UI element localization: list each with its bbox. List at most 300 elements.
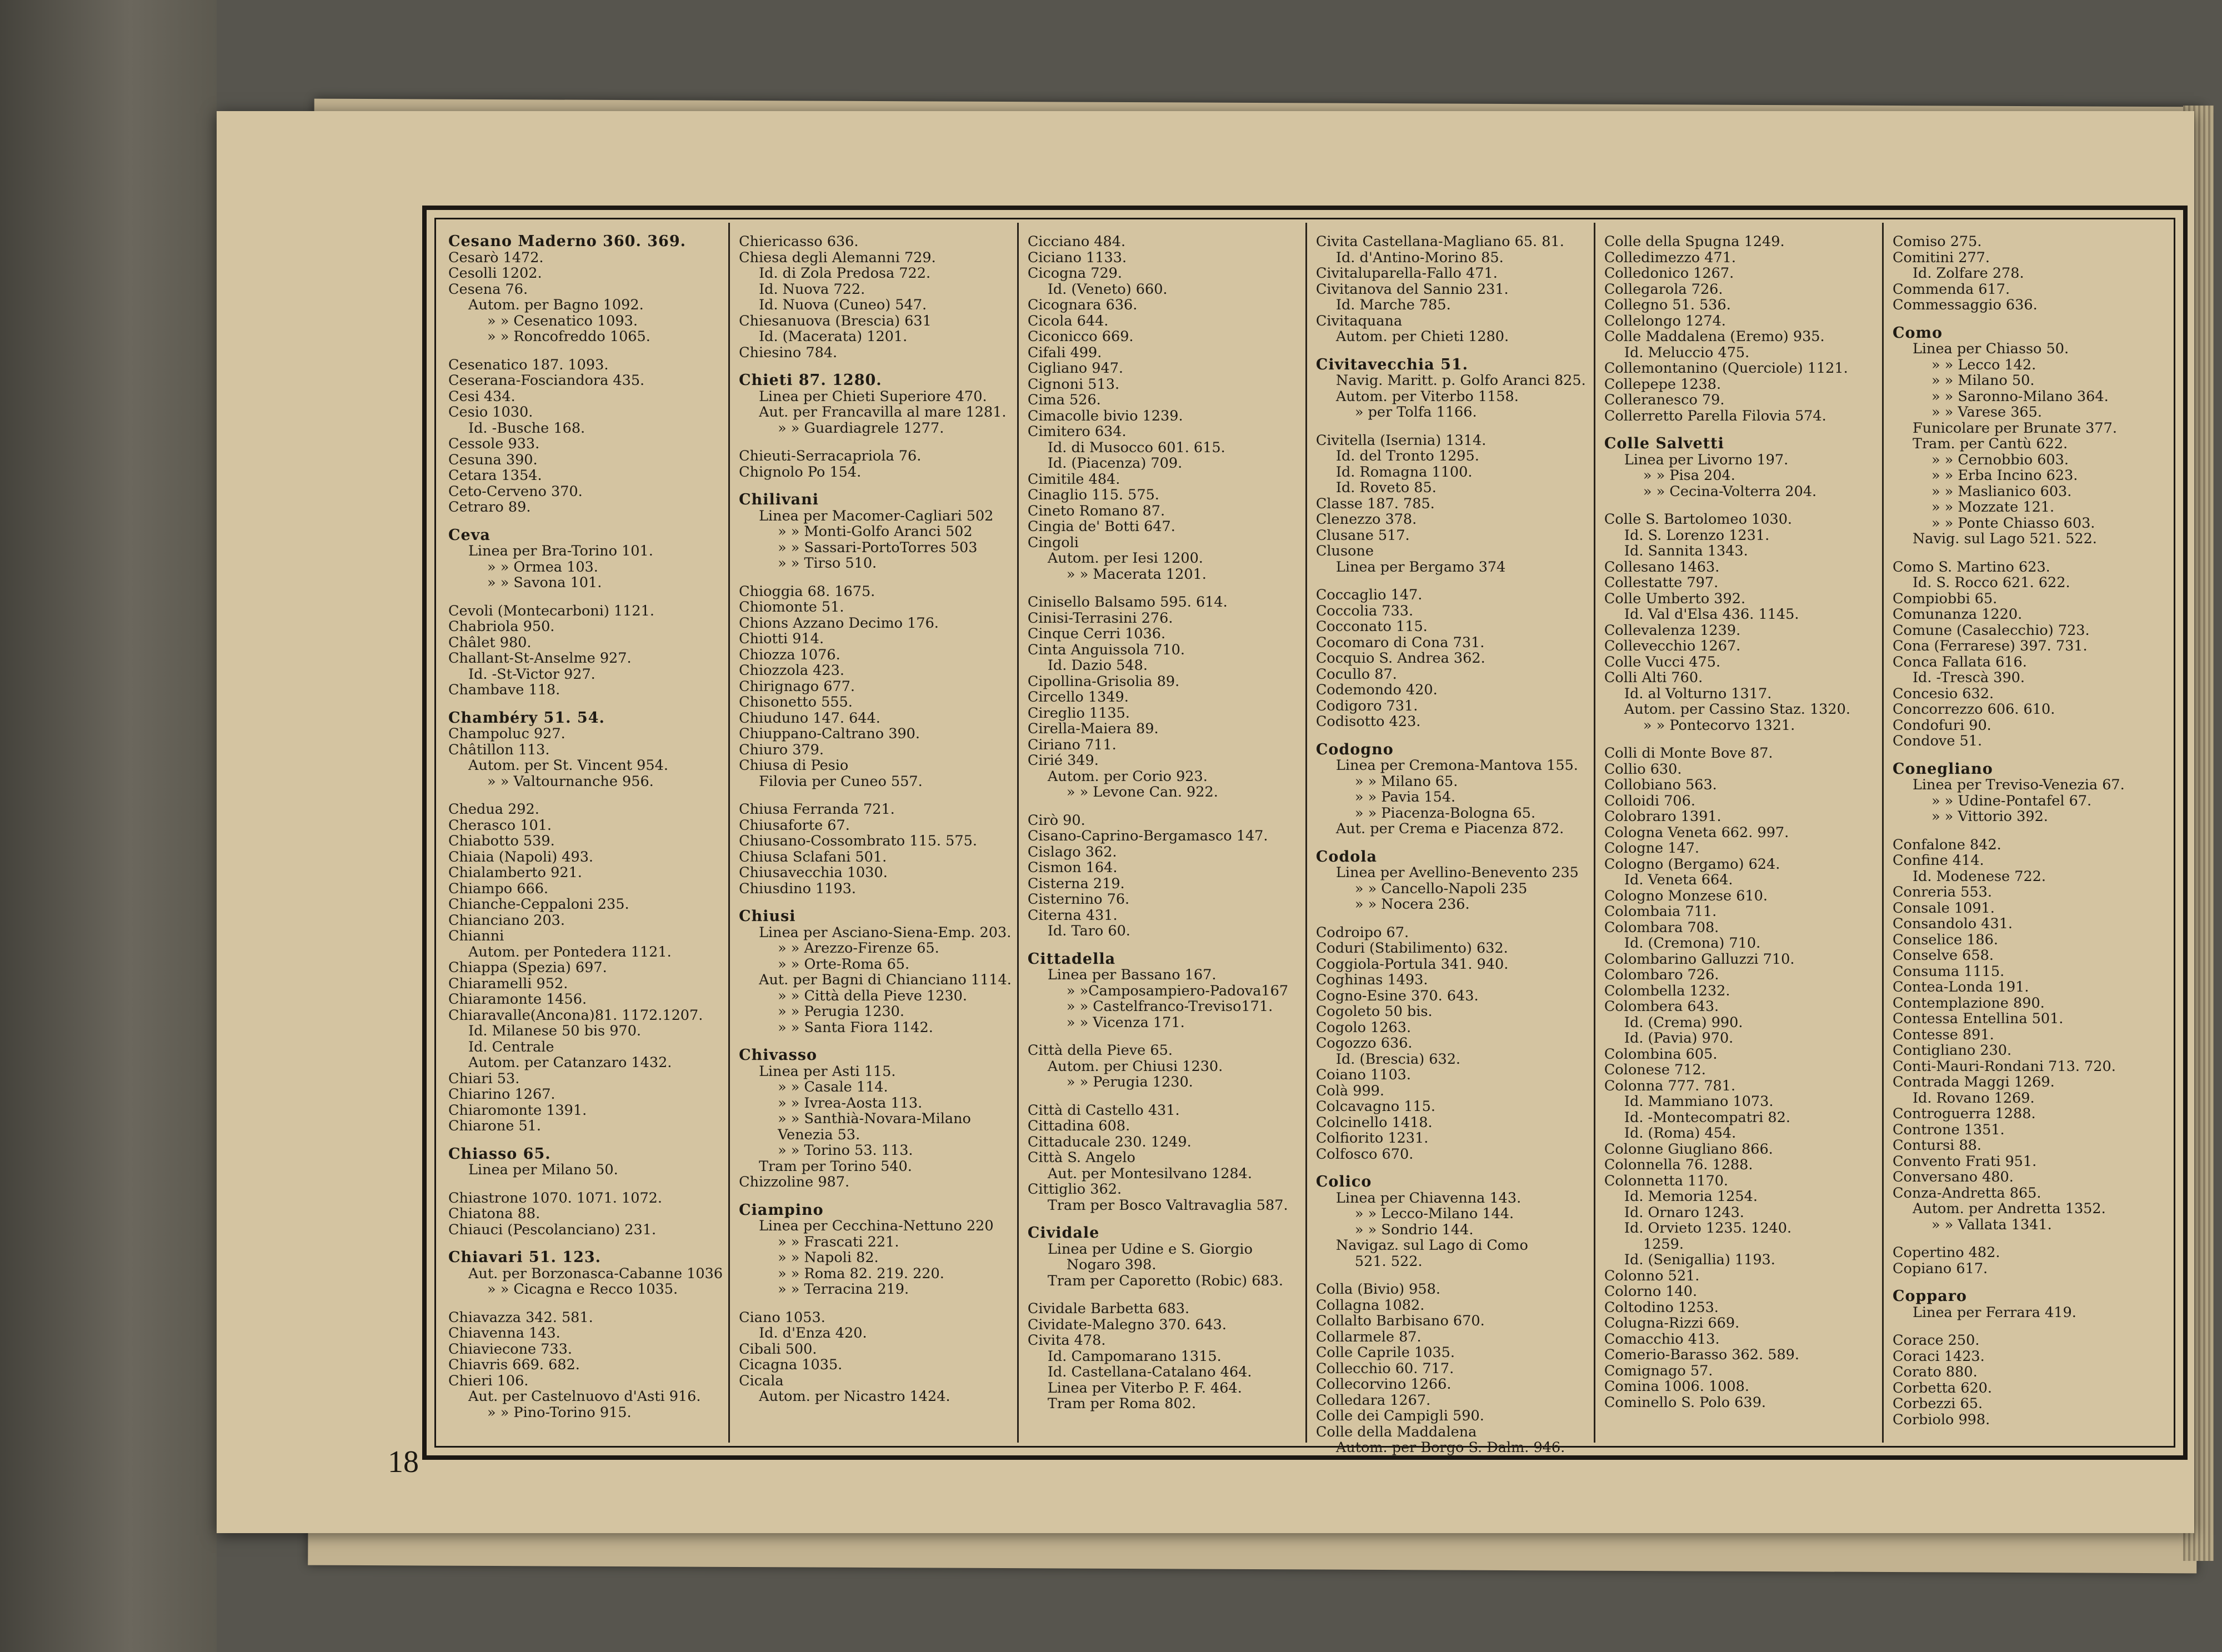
index-entry: Chiotti 914. (739, 630, 824, 647)
index-entry: Cismon 164. (1027, 859, 1118, 876)
index-entry: Conselice 186. (1892, 931, 1998, 948)
station-heading: Cividale (1027, 1224, 1100, 1241)
index-entry: Cingia de' Botti 647. (1027, 518, 1175, 535)
index-entry: Clusone (1315, 543, 1374, 559)
index-entry: Cigliano 947. (1027, 360, 1124, 377)
index-entry: Id. (Macerata) 1201. (759, 328, 908, 345)
index-entry: Id. -Busche 168. (468, 419, 585, 437)
index-entry: Id. al Volturno 1317. (1624, 685, 1772, 702)
station-heading: Cesano Maderno 360. 369. (448, 233, 687, 250)
index-entry: » » Pavia 154. (1354, 789, 1456, 805)
station-heading: Chambéry 51. 54. (448, 709, 605, 727)
index-entry: » » Pontecorvo 1321. (1643, 717, 1795, 734)
index-entry: Colonna 777. 781. (1604, 1077, 1736, 1094)
index-entry: Colle Umberto 392. (1604, 590, 1746, 607)
index-entry: Cifali 499. (1027, 344, 1102, 361)
index-entry: Id. S. Rocco 621. 622. (1912, 574, 2070, 591)
index-entry: Colfosco 670. (1315, 1145, 1414, 1163)
index-entry: Corato 880. (1892, 1364, 1978, 1380)
index-entry: » » Perugia 1230. (1066, 1074, 1193, 1090)
index-entry: Corbiolo 998. (1892, 1411, 1990, 1428)
index-entry: Autom. per Andretta 1352. (1912, 1200, 2106, 1217)
index-entry: Cominello S. Polo 639. (1604, 1394, 1766, 1411)
index-entry: Coraci 1423. (1892, 1348, 1985, 1365)
index-entry: Id. (Cremona) 710. (1624, 935, 1761, 952)
index-entry: » » Torino 53. 113. (778, 1142, 913, 1159)
index-entry: Cinaglio 115. 575. (1027, 487, 1159, 503)
index-entry: Colombaia 711. (1604, 903, 1717, 920)
index-entry: Colli di Monte Bove 87. (1604, 745, 1773, 762)
index-entry: Collesano 1463. (1604, 558, 1720, 575)
station-heading: Codogno (1315, 740, 1394, 758)
index-entry: Cologna Veneta 662. 997. (1604, 824, 1789, 841)
index-entry: Colfiorito 1231. (1315, 1130, 1429, 1147)
index-entry: Chiusa Sclafani 501. (739, 848, 887, 865)
index-entry: Codisotto 423. (1315, 713, 1421, 730)
index-entry: » » Monti-Golfo Aranci 502 (778, 523, 973, 540)
index-entry: Id. Meluccio 475. (1624, 344, 1750, 361)
index-entry: Conca Fallata 616. (1892, 653, 2027, 670)
index-entry: Cinisello Balsamo 595. 614. (1027, 594, 1228, 610)
index-entry: » » Cicagna e Recco 1035. (487, 1281, 678, 1298)
index-entry: Colombella 1232. (1604, 982, 1730, 999)
index-entry: Comunanza 1220. (1892, 606, 2023, 623)
index-entry: Chieuti-Serracapriola 76. (739, 448, 922, 464)
index-entry: Collevalenza 1239. (1604, 622, 1741, 639)
index-entry: Collobiano 563. (1604, 777, 1717, 793)
index-entry: Chiusa Ferranda 721. (739, 801, 895, 818)
index-entry: Cibali 500. (739, 1340, 817, 1358)
index-entry: Classe 187. 785. (1315, 495, 1435, 512)
index-entry: Id. Rovano 1269. (1912, 1089, 2035, 1107)
station-heading: Conegliano (1892, 760, 1993, 778)
index-entry: Cisterna 219. (1027, 875, 1125, 892)
index-entry: Id. (Roma) 454. (1624, 1125, 1736, 1142)
index-entry: Id. Romagna 1100. (1335, 463, 1473, 480)
index-entry: Id. (Pavia) 970. (1624, 1030, 1734, 1047)
index-entry: Colle Vucci 475. (1604, 653, 1721, 670)
index-entry: Autom. per Bagno 1092. (468, 297, 644, 313)
index-entry: Linea per Asciano-Siena-Emp. 203. (759, 924, 1012, 941)
index-entry: Aut. per Crema e Piacenza 872. (1335, 820, 1564, 837)
index-entry: Linea per Bra-Torino 101. (468, 543, 653, 559)
index-entry: Colledara 1267. (1315, 1391, 1431, 1409)
index-entry: Chirignago 677. (739, 678, 855, 695)
index-entry: Condove 51. (1892, 733, 1983, 749)
index-entry: Condofuri 90. (1892, 717, 1991, 734)
index-entry: Chiaravalle(Ancona)81. 1172.1207. (448, 1007, 703, 1024)
index-entry: Cologne 147. (1604, 840, 1700, 857)
index-entry: » » Vicenza 171. (1066, 1014, 1185, 1031)
index-entry: Chiaramelli 952. (448, 975, 568, 992)
index-entry: Cinque Cerri 1036. (1027, 625, 1166, 642)
index-entry: Linea per Asti 115. (759, 1063, 896, 1080)
index-entry: Ciconicco 669. (1027, 328, 1134, 345)
index-entry: Chiappa (Spezia) 697. (448, 959, 607, 976)
index-entry: Chiauci (Pescolanciano) 231. (448, 1221, 657, 1238)
index-entry: Cinta Anguissola 710. (1027, 641, 1185, 658)
index-entry: Linea per Macomer-Cagliari 502 (759, 507, 994, 524)
index-entry: Colle dei Campigli 590. (1315, 1408, 1484, 1424)
index-entry: » » Ivrea-Aosta 113. (778, 1094, 923, 1112)
index-entry: Collio 630. (1604, 760, 1682, 778)
index-entry: Linea per Udine e S. Giorgio (1047, 1240, 1253, 1258)
index-entry: Citerna 431. (1027, 907, 1118, 924)
index-entry: Conreria 553. (1892, 884, 1992, 900)
index-entry: Cocconato 115. (1315, 618, 1428, 635)
index-entry: Colle S. Bartolomeo 1030. (1604, 511, 1793, 528)
index-entry: Chianche-Ceppaloni 235. (448, 896, 629, 913)
index-entry: Colcavagno 115. (1315, 1098, 1435, 1115)
station-heading: Chiasso 65. (448, 1145, 551, 1163)
index-entry: Chiusano-Cossombrato 115. 575. (739, 833, 977, 849)
index-entry: Civita 478. (1027, 1332, 1106, 1349)
index-entry: Colonno 521. (1604, 1267, 1700, 1284)
index-entry: Chiaia (Napoli) 493. (448, 848, 594, 865)
index-entry: Cicognara 636. (1027, 297, 1138, 313)
index-entry: Châtillon 113. (448, 741, 550, 758)
index-column (1305, 223, 1594, 1456)
index-entry: Chiozzola 423. (739, 662, 844, 679)
index-entry: Colledimezzo 471. (1604, 249, 1736, 266)
index-entry: Tram per Roma 802. (1047, 1395, 1197, 1412)
index-entry: Id. Val d'Elsa 436. 1145. (1624, 606, 1799, 623)
index-entry: Cirella-Maiera 89. (1027, 720, 1159, 737)
index-entry: Collegarola 726. (1604, 281, 1723, 298)
index-entry: Aut. per Bagni di Chianciano 1114. (759, 972, 1012, 988)
station-heading: Colico (1315, 1173, 1372, 1190)
index-entry: Contea-Londa 191. (1892, 979, 2029, 995)
index-entry: Autom. per Iesi 1200. (1047, 550, 1203, 567)
index-entry: Cittadina 608. (1027, 1118, 1130, 1134)
index-entry: Colle Maddalena (Eremo) 935. (1604, 328, 1825, 345)
index-entry: Ciriano 711. (1027, 736, 1117, 753)
index-entry: Concorrezzo 606. 610. (1892, 701, 2055, 718)
index-entry: Cinisi-Terrasini 276. (1027, 609, 1173, 627)
index-entry: » » Castelfranco-Treviso171. (1066, 998, 1273, 1015)
index-entry: Cogoleto 50 bis. (1315, 1003, 1433, 1020)
index-entry: » » Savona 101. (487, 574, 602, 591)
index-entry: Ciciano 1133. (1027, 249, 1127, 266)
index-entry: » »Camposampiero-Padova167 (1066, 982, 1289, 999)
index-entry: Châlet 980. (448, 634, 532, 651)
index-entry: Confalone 842. (1892, 836, 2001, 853)
index-entry: Como S. Martino 623. (1892, 558, 2050, 575)
index-entry: Commessaggio 636. (1892, 297, 2038, 313)
index-entry: Id. S. Lorenzo 1231. (1624, 527, 1770, 544)
index-entry: Chiusdino 1193. (739, 880, 857, 897)
index-entry: Id. -Montecompatri 82. (1624, 1109, 1790, 1126)
index-entry: Cogno-Esine 370. 643. (1315, 987, 1479, 1004)
index-entry: Comacchio 413. (1604, 1330, 1720, 1348)
index-entry: Contesse 891. (1892, 1026, 1994, 1043)
index-entry: Cologno Monzese 610. (1604, 887, 1768, 904)
index-entry: » » Milano 65. (1354, 773, 1458, 790)
station-heading: Copparo (1892, 1288, 1967, 1305)
index-entry: Filovia per Cuneo 557. (759, 773, 923, 790)
index-entry: Codigoro 731. (1315, 697, 1418, 714)
index-entry: Colcinello 1418. (1315, 1114, 1433, 1131)
index-entry: Circello 1349. (1027, 689, 1129, 705)
index-entry: Linea per Cecchina-Nettuno 220 (759, 1218, 994, 1234)
index-entry: Id. (Piacenza) 709. (1047, 455, 1183, 472)
index-entry: Contursi 88. (1892, 1137, 1982, 1154)
index-entry: Id. (Brescia) 632. (1335, 1050, 1461, 1068)
index-entry: Comiso 275. (1892, 233, 1982, 250)
index-entry: Codemondo 420. (1315, 682, 1438, 698)
index-entry: Cicala (739, 1372, 784, 1389)
index-entry: Collegno 51. 536. (1604, 297, 1731, 313)
index-entry: 1259. (1643, 1235, 1684, 1253)
index-entry: Chiusavecchia 1030. (739, 864, 888, 881)
index-entry: Cisano-Caprino-Bergamasco 147. (1027, 828, 1268, 844)
index-entry: Chiavazza 342. 581. (448, 1309, 593, 1326)
index-entry: » » Maslianico 603. (1931, 483, 2072, 500)
index-entry: Id. Milanese 50 bis 970. (468, 1023, 642, 1039)
index-entry: Chabriola 950. (448, 618, 555, 635)
index-entry: Chianni (448, 928, 504, 944)
index-entry: Chiabotto 539. (448, 833, 555, 849)
index-entry: Chiarone 51. (448, 1118, 542, 1134)
index-entry: Id. Nuova (Cuneo) 547. (759, 297, 927, 313)
index-entry: Cesuna 390. (448, 451, 538, 468)
index-entry: Colugna-Rizzi 669. (1604, 1315, 1740, 1331)
index-entry: Colle della Spugna 1249. (1604, 233, 1785, 250)
index-entry: Id. Veneta 664. (1624, 872, 1733, 888)
index-entry: » » Lecco 142. (1931, 356, 2036, 373)
index-entry: Linea per Milano 50. (468, 1162, 618, 1178)
index-entry: Ciano 1053. (739, 1309, 825, 1326)
station-heading: Colle Salvetti (1604, 435, 1724, 452)
index-entry: » » Sassari-PortoTorres 503 (778, 539, 978, 556)
index-entry: » » Udine-Pontafel 67. (1931, 792, 2092, 809)
index-entry: » » Cesenatico 1093. (487, 312, 638, 329)
index-entry: » » Orte-Roma 65. (778, 955, 910, 973)
index-entry: Id. del Tronto 1295. (1335, 448, 1479, 464)
index-entry: Navigaz. sul Lago di Como (1335, 1237, 1528, 1254)
index-entry: Civitaquana (1315, 312, 1403, 329)
index-entry: Cocullo 87. (1315, 665, 1397, 683)
index-entry: Cisternino 76. (1027, 891, 1130, 908)
index-entry: Funicolare per Brunate 377. (1912, 419, 2117, 437)
index-entry: Civitella (Isernia) 1314. (1315, 432, 1487, 449)
index-entry: Id. Castellana-Catalano 464. (1047, 1364, 1252, 1380)
index-entry: Colorno 140. (1604, 1283, 1698, 1300)
index-entry: Coiano 1103. (1315, 1067, 1411, 1083)
index-entry: Colombera 643. (1604, 998, 1719, 1015)
index-entry: Linea per Chieti Superiore 470. (759, 388, 987, 405)
index-column (1594, 223, 1882, 1443)
index-entry: Autom. per Pontedera 1121. (468, 943, 672, 960)
index-column (1882, 223, 2170, 1443)
index-entry: Comina 1006. 1008. (1604, 1378, 1749, 1395)
index-entry: Cipollina-Grisolia 89. (1027, 673, 1180, 690)
index-entry: Chiomonte 51. (739, 599, 844, 615)
index-entry: Civita Castellana-Magliano 65. 81. (1315, 233, 1564, 250)
index-entry: Autom. per Catanzaro 1432. (468, 1054, 672, 1071)
index-entry: Chiesa degli Alemanni 729. (739, 249, 936, 266)
index-entry: Id. Orvieto 1235. 1240. (1624, 1220, 1792, 1237)
index-entry: Cicciano 484. (1027, 233, 1126, 250)
index-entry: Collelongo 1274. (1604, 312, 1726, 329)
index-entry: Id. Sannita 1343. (1624, 543, 1748, 559)
index-entry: Chignolo Po 154. (739, 463, 862, 480)
index-entry: » » Erba Incino 623. (1931, 467, 2078, 484)
index-entry: Chiaviecone 733. (448, 1340, 572, 1358)
index-entry: Cesi 434. (448, 388, 516, 405)
index-entry: Id. (Crema) 990. (1624, 1014, 1743, 1031)
index-entry: 521. 522. (1354, 1253, 1423, 1270)
index-entry: Aut. per Borzonasca-Cabanne 1036 (468, 1265, 723, 1282)
index-entry: Linea per Cremona-Mantova 155. (1335, 757, 1578, 774)
index-entry: Cocquio S. Andrea 362. (1315, 650, 1485, 667)
index-entry: Conselve 658. (1892, 947, 1994, 964)
index-entry: » » Santhià-Novara-Milano (778, 1110, 971, 1127)
index-entry: Chisonetto 555. (739, 694, 853, 710)
index-entry: Autom. per Viterbo 1158. (1335, 388, 1519, 405)
index-entry: Collagna 1082. (1315, 1296, 1425, 1314)
index-entry: Chioggia 68. 1675. (739, 583, 875, 600)
index-entry: Linea per Livorno 197. (1624, 451, 1789, 468)
index-entry: Cetara 1354. (448, 467, 542, 484)
index-entry: Tram per Caporetto (Robic) 683. (1047, 1272, 1283, 1289)
index-entry: Id. di Zola Predosa 722. (759, 265, 931, 282)
index-entry: Cesena 76. (448, 281, 528, 298)
index-entry: Colombarino Galluzzi 710. (1604, 950, 1795, 968)
index-entry: Cimitile 484. (1027, 470, 1120, 488)
index-entry: » » Ponte Chiasso 603. (1931, 514, 2095, 532)
index-entry: » » Vittorio 392. (1931, 808, 2048, 825)
index-entry: Linea per Bergamo 374 (1335, 558, 1506, 575)
index-entry: Cimitero 634. (1027, 423, 1127, 440)
index-entry: Cingoli (1027, 534, 1079, 551)
index-entry: Cogozzo 636. (1315, 1035, 1413, 1052)
index-entry: Chiaromonte 1391. (448, 1102, 587, 1119)
index-entry: Champoluc 927. (448, 725, 565, 742)
index-entry: Coggiola-Portula 341. 940. (1315, 955, 1509, 973)
index-entry: Id. Zolfare 278. (1912, 265, 2024, 282)
index-column (439, 223, 728, 1443)
index-entry: Aut. per Castelnuovo d'Asti 916. (468, 1388, 701, 1405)
index-entry: Copiano 617. (1892, 1260, 1988, 1277)
index-entry: Colonnetta 1170. (1604, 1172, 1729, 1189)
index-entry: Chieri 106. (448, 1372, 529, 1389)
index-entry: Id. (Veneto) 660. (1047, 281, 1168, 298)
index-entry: » » Cernobbio 603. (1931, 451, 2069, 468)
index-entry: Colloidi 706. (1604, 792, 1695, 809)
index-entry: » » Terracina 219. (778, 1281, 909, 1298)
index-entry: » » Città della Pieve 1230. (778, 987, 968, 1004)
index-entry: Clusane 517. (1315, 527, 1410, 544)
index-entry: Contrada Maggi 1269. (1892, 1074, 2055, 1090)
index-entry: Chiuduno 147. 644. (739, 709, 880, 727)
index-entry: » » Sondrio 144. (1354, 1221, 1474, 1238)
index-entry: » » Mozzate 121. (1931, 499, 2055, 515)
index-entry: Chiesino 784. (739, 344, 838, 361)
index-entry: Chambave 118. (448, 682, 560, 698)
station-heading: Chivasso (739, 1047, 818, 1064)
station-heading: Chieti 87. 1280. (739, 372, 882, 389)
index-entry: Challant-St-Anselme 927. (448, 650, 632, 667)
index-entry: » » Saronno-Milano 364. (1931, 388, 2109, 405)
index-entry: Comerio-Barasso 362. 589. (1604, 1346, 1799, 1363)
index-entry: Cislago 362. (1027, 843, 1117, 860)
index-entry: » » Nocera 236. (1354, 896, 1470, 913)
index-entry: » » Frascati 221. (778, 1233, 899, 1250)
index-entry: Cireglio 1135. (1027, 704, 1130, 722)
index-entry: Id. Modenese 722. (1912, 868, 2046, 885)
index-entry: Cirò 90. (1027, 812, 1085, 829)
index-entry: Coduri (Stabilimento) 632. (1315, 940, 1508, 957)
index-entry: Id. -St-Victor 927. (468, 665, 595, 683)
index-entry: Cessole 933. (448, 435, 540, 452)
index-entry: Cona (Ferrarese) 397. 731. (1892, 638, 2088, 654)
index-entry: » » Cecina-Volterra 204. (1643, 483, 1817, 500)
index-entry: Corbezzi 65. (1892, 1395, 1983, 1412)
index-entry: Controguerra 1288. (1892, 1105, 2036, 1122)
index-entry: Collestatte 797. (1604, 574, 1719, 591)
index-entry: Autom. per Chiusi 1230. (1047, 1058, 1223, 1075)
index-entry: Autom. per Borgo S. Dalm. 946. (1335, 1439, 1565, 1456)
index-entry: Consuma 1115. (1892, 963, 2005, 980)
index-entry: Tram. per Cantù 622. (1912, 435, 2068, 452)
index-entry: Cesolli 1202. (448, 265, 542, 282)
index-entry: Colombaro 726. (1604, 967, 1719, 983)
index-entry: » » Piacenza-Bologna 65. (1354, 804, 1536, 822)
index-entry: Collecchio 60. 717. (1315, 1360, 1454, 1377)
index-entry: Chialamberto 921. (448, 864, 582, 881)
index-entry: Id. Taro 60. (1047, 923, 1130, 939)
index-entry: Commenda 617. (1892, 281, 2010, 298)
index-entry: Conza-Andretta 865. (1892, 1184, 2041, 1202)
index-entry: Comignago 57. (1604, 1362, 1713, 1379)
index-entry: » » Roncofreddo 1065. (487, 328, 650, 345)
index-entry: Chizzoline 987. (739, 1174, 850, 1190)
index-entry: Chiericasso 636. (739, 233, 859, 250)
index-entry: Colonne Giugliano 866. (1604, 1140, 1773, 1158)
index-entry: Id. Roveto 85. (1335, 479, 1437, 496)
table-frame (422, 206, 2188, 1460)
index-entry: Città della Pieve 65. (1027, 1042, 1173, 1059)
index-entry: Concesio 632. (1892, 685, 1994, 702)
index-entry: Chedua 292. (448, 801, 539, 818)
index-entry: Id. d'Antino-Morino 85. (1335, 249, 1504, 266)
index-entry: Cividale Barbetta 683. (1027, 1300, 1190, 1317)
index-entry: Cologno (Bergamo) 624. (1604, 855, 1780, 873)
index-entry: » » Ormea 103. (487, 558, 598, 575)
index-entry: » » Napoli 82. (778, 1249, 879, 1266)
index-entry: Cicagna 1035. (739, 1356, 843, 1373)
table-frame-inner (434, 218, 2175, 1456)
index-entry: » » Perugia 1230. (778, 1003, 904, 1020)
index-columns (439, 223, 2170, 1456)
index-entry: Chiavenna 143. (448, 1325, 560, 1341)
index-entry: » per Tolfa 1166. (1354, 404, 1477, 420)
index-entry: Chiampo 666. (448, 880, 549, 897)
station-heading: Civitavecchia 51. (1315, 356, 1469, 373)
index-entry: Autom. per Cassino Staz. 1320. (1624, 701, 1850, 718)
index-entry: Cogolo 1263. (1315, 1019, 1412, 1036)
index-entry: Coccolia 733. (1315, 602, 1414, 619)
index-entry: » » Cancello-Napoli 235 (1354, 880, 1528, 897)
index-entry: Id. -Trescà 390. (1912, 669, 2025, 686)
index-entry: Id. Mammiano 1073. (1624, 1093, 1774, 1110)
index-entry: Cicogna 729. (1027, 265, 1122, 282)
index-entry: Tram per Bosco Valtravaglia 587. (1047, 1197, 1288, 1214)
index-entry: Navig. sul Lago 521. 522. (1912, 530, 2097, 547)
index-entry: Cirié 349. (1027, 752, 1099, 769)
station-heading: Ceva (448, 526, 491, 544)
